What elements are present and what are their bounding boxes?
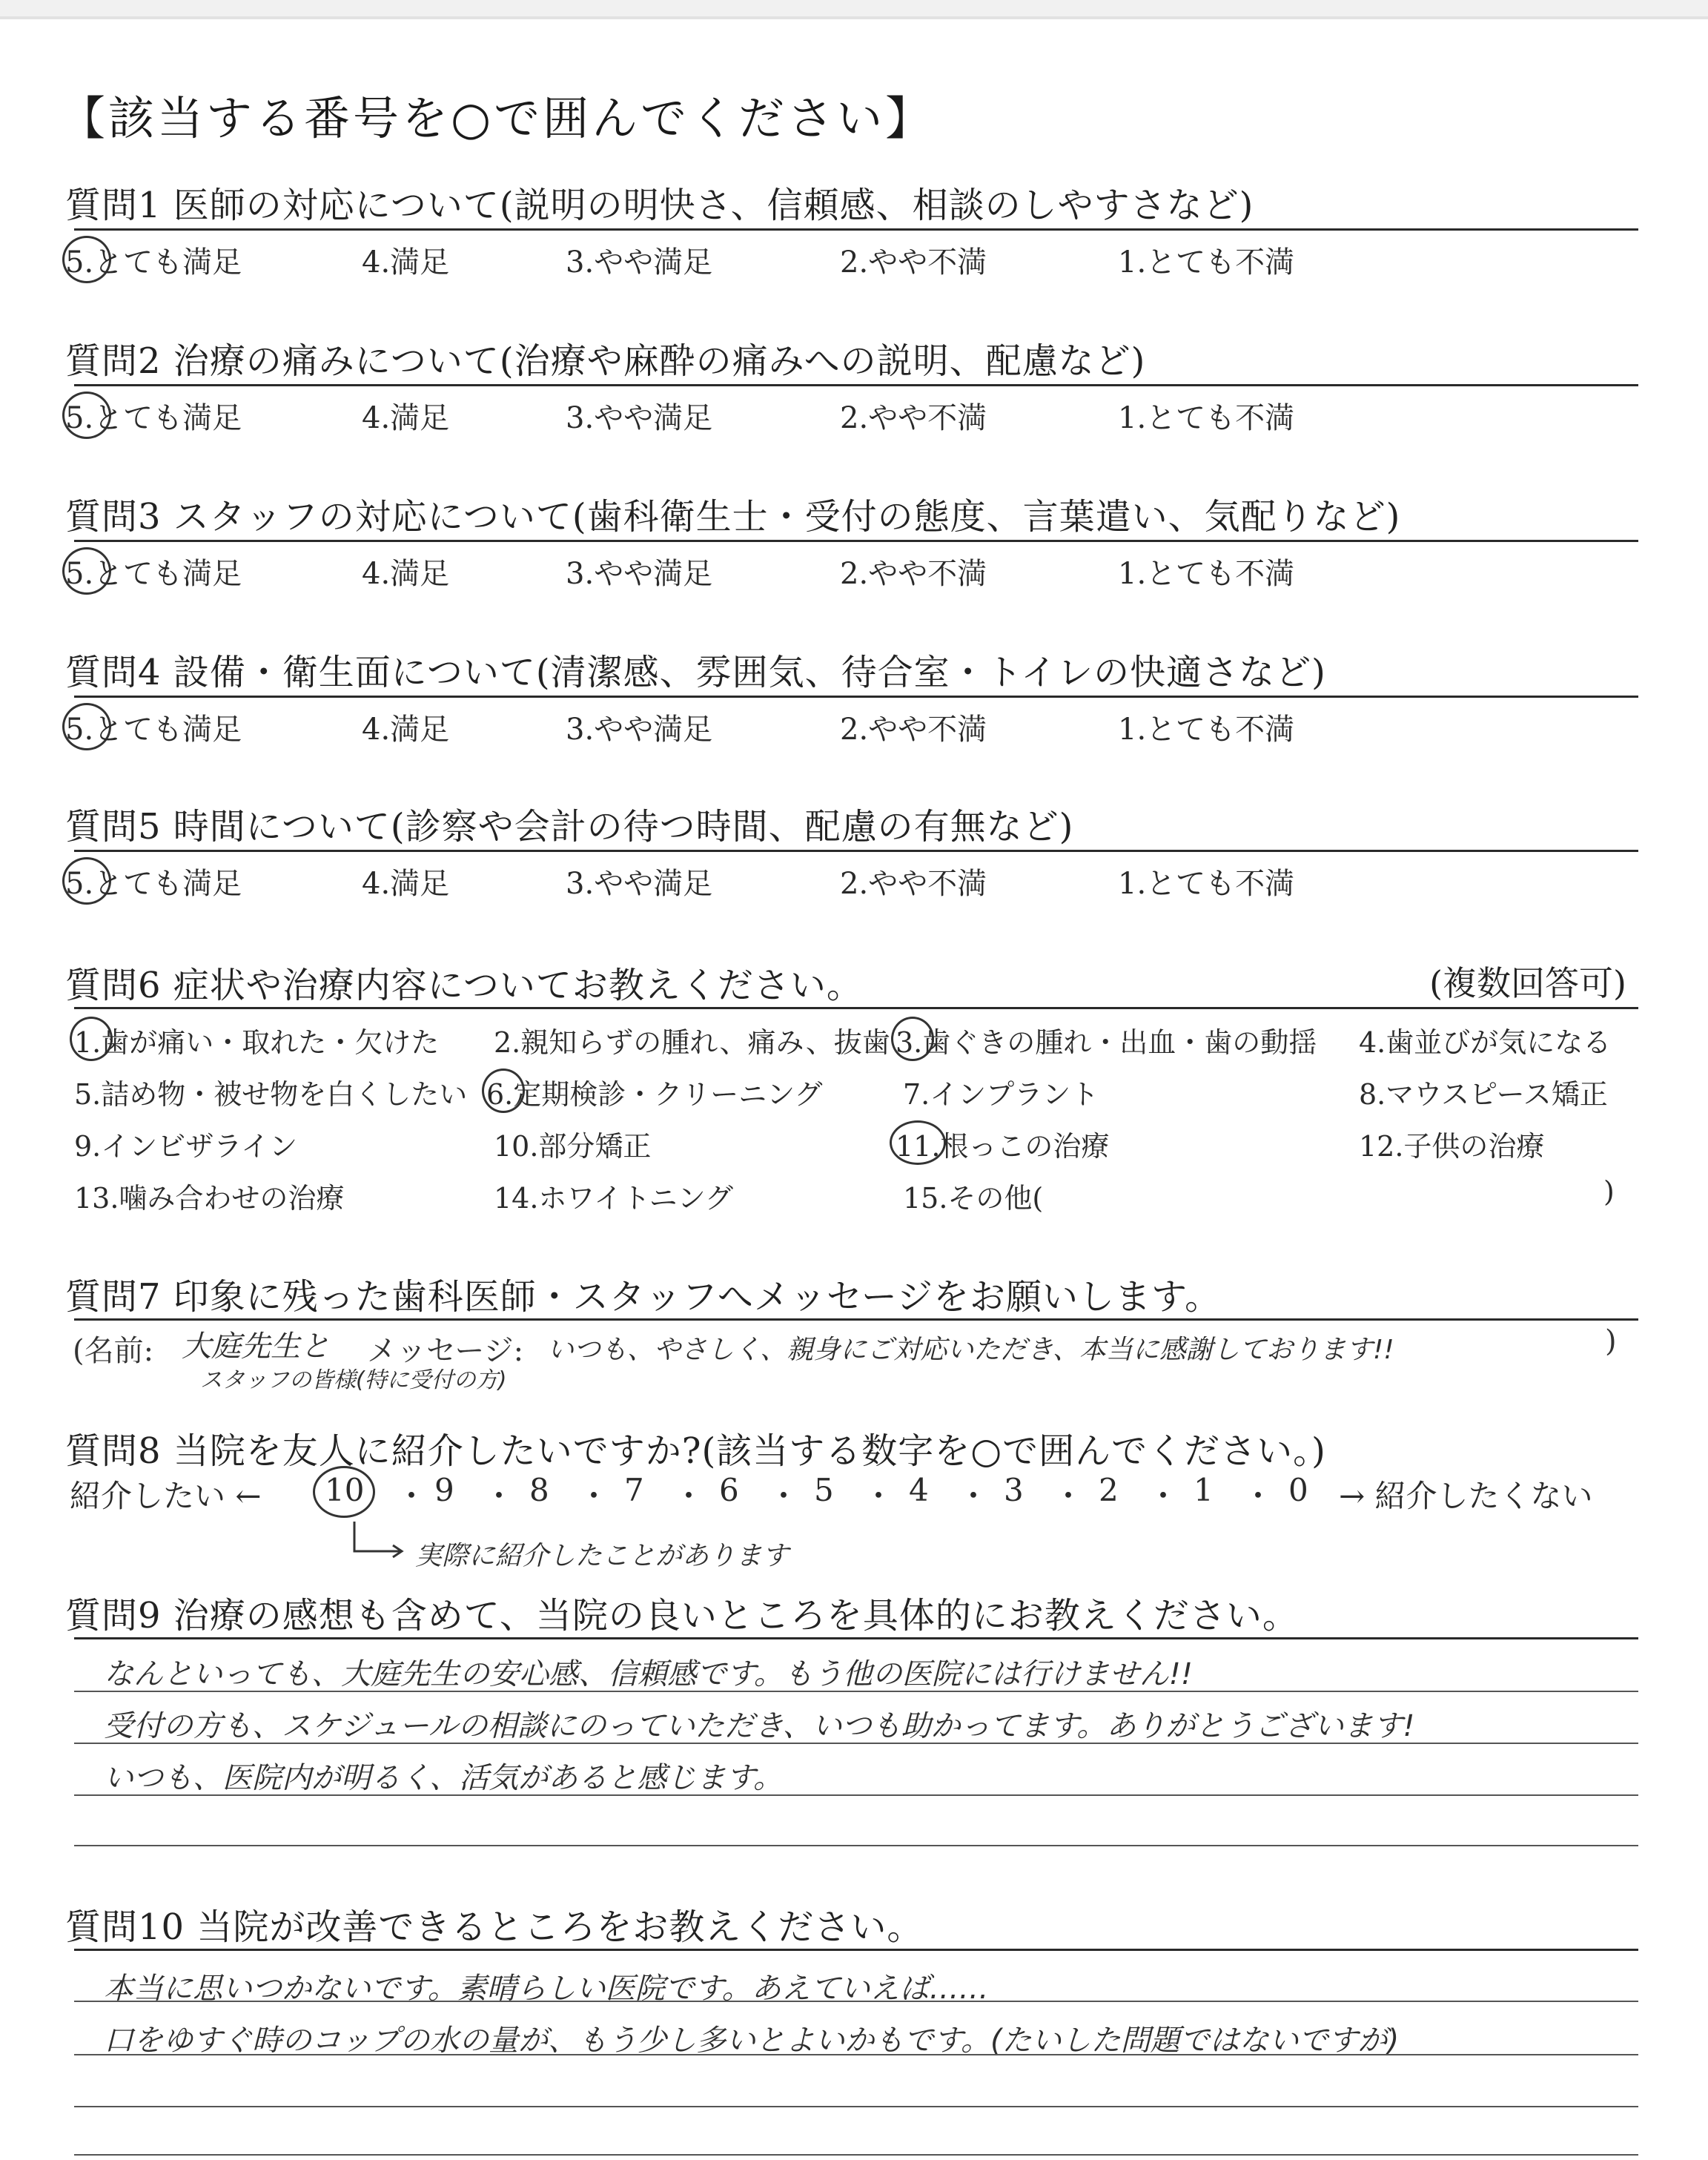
question-7-rule [74, 1318, 1638, 1321]
answer-line [74, 1691, 1638, 1692]
q9-answer-line-1[interactable]: なんといっても、大庭先生の安心感、信頼感です。もう他の医院には行けません!! [104, 1657, 1193, 1691]
q6-option-6[interactable]: 6.定期検診・クリーニング [486, 1078, 823, 1111]
q6-other-close: ) [1603, 1175, 1615, 1208]
question-1-label: 質問1 医師の対応について(説明の明快さ、信頼感、相談のしやすさなど) [65, 185, 1254, 226]
question-2-label: 質問2 治療の痛みについて(治療や麻酔の痛みへの説明、配慮など) [65, 340, 1146, 382]
q6-option-4[interactable]: 4.歯並びが気になる [1359, 1026, 1612, 1059]
q6-option-15[interactable]: 15.その他( [903, 1182, 1044, 1215]
scale-7[interactable]: 7 [624, 1472, 644, 1508]
q10-answer-line-1[interactable]: 本当に思いつかないです。素晴らしい医院です。あえていえば…… [104, 1972, 989, 2006]
scale-left-label: 紹介したい ← [70, 1478, 262, 1514]
rating-option-2[interactable]: 2.やや不満 [840, 245, 987, 280]
scale-dot: ・ [1053, 1478, 1085, 1514]
rating-option-2[interactable]: 2.やや不満 [840, 557, 987, 591]
q6-option-10[interactable]: 10.部分矯正 [494, 1130, 652, 1163]
rating-option-3[interactable]: 3.やや満足 [566, 401, 713, 435]
rating-option-5[interactable]: 5.とても満足 [65, 867, 242, 901]
scale-4[interactable]: 4 [909, 1472, 929, 1508]
question-5-label: 質問5 時間について(診察や会計の待つ時間、配慮の有無など) [65, 806, 1074, 848]
q6-row-3 [65, 1123, 1652, 1168]
q6-option-14[interactable]: 14.ホワイトニング [494, 1182, 734, 1215]
rating-option-4[interactable]: 4.満足 [362, 401, 450, 435]
scale-dot: ・ [1148, 1478, 1179, 1514]
rating-option-1[interactable]: 1.とても不満 [1118, 557, 1295, 591]
rating-option-1[interactable]: 1.とても不満 [1118, 245, 1295, 280]
rating-option-3[interactable]: 3.やや満足 [566, 245, 713, 280]
q6-option-3[interactable]: 3.歯ぐきの腫れ・出血・歯の動揺 [896, 1026, 1317, 1059]
question-10-label: 質問10 当院が改善できるところをお教えください。 [65, 1906, 924, 1948]
q6-row-1 [65, 1020, 1652, 1064]
q10-answer-line-2[interactable]: 口をゆすぐ時のコップの水の量が、もう少し多いとよいかもです。(たいした問題ではないですが) [104, 2024, 1400, 2058]
message-value[interactable]: いつも、やさしく、親身にご対応いただき、本当に感謝しております!! [547, 1335, 1394, 1365]
question-6-label: 質問6 症状や治療内容についてお教えください。 [65, 965, 863, 1006]
scale-5[interactable]: 5 [814, 1472, 834, 1508]
q6-option-11[interactable]: 11.根っこの治療 [896, 1130, 1110, 1163]
name-value[interactable]: 大庭先生と [182, 1330, 330, 1364]
page-title: 【該当する番号を○で囲んでください】 [59, 91, 935, 145]
rating-option-4[interactable]: 4.満足 [362, 867, 450, 901]
q6-option-7[interactable]: 7.インプラント [903, 1078, 1099, 1111]
rating-option-4[interactable]: 4.満足 [362, 245, 450, 280]
rating-option-2[interactable]: 2.やや不満 [840, 401, 987, 435]
rating-option-5[interactable]: 5.とても満足 [65, 401, 242, 435]
rating-option-5[interactable]: 5.とても満足 [65, 713, 242, 747]
scale-dot: ・ [958, 1478, 990, 1514]
scale-3[interactable]: 3 [1004, 1472, 1024, 1508]
rating-option-3[interactable]: 3.やや満足 [566, 557, 713, 591]
referral-scale [65, 1472, 1652, 1516]
rating-option-4[interactable]: 4.満足 [362, 713, 450, 747]
answer-line [74, 1743, 1638, 1744]
question-9-rule [74, 1637, 1638, 1639]
rating-option-3[interactable]: 3.やや満足 [566, 867, 713, 901]
q6-option-9[interactable]: 9.インビザライン [74, 1130, 298, 1163]
question-7-label: 質問7 印象に残った歯科医師・スタッフへメッセージをお願いします。 [65, 1276, 1222, 1318]
scale-2[interactable]: 2 [1099, 1472, 1119, 1508]
q9-answer-line-2[interactable]: 受付の方も、スケジュールの相談にのっていただき、いつも助かってます。ありがとうございます! [104, 1709, 1415, 1743]
question-10-rule [74, 1949, 1638, 1951]
question-4-rule [74, 696, 1638, 698]
scan-top-edge [0, 0, 1708, 19]
scale-dot: ・ [1242, 1478, 1274, 1514]
question-2-rule [74, 384, 1638, 386]
scale-0[interactable]: 0 [1288, 1472, 1308, 1508]
referral-note[interactable]: 実際に紹介したことがあります [415, 1541, 790, 1571]
scale-9[interactable]: 9 [434, 1472, 454, 1508]
q6-option-12[interactable]: 12.子供の治療 [1359, 1130, 1545, 1163]
question-6-rule [74, 1007, 1638, 1009]
scale-dot: ・ [578, 1478, 610, 1514]
scale-1[interactable]: 1 [1194, 1472, 1214, 1508]
rating-option-1[interactable]: 1.とても不満 [1118, 401, 1295, 435]
rating-option-3[interactable]: 3.やや満足 [566, 713, 713, 747]
answer-line [74, 1845, 1638, 1846]
scale-dot: ・ [396, 1478, 428, 1514]
name-label: (名前: [73, 1334, 154, 1368]
question-9-label: 質問9 治療の感想も含めて、当院の良いところを具体的にお教えください。 [65, 1595, 1299, 1636]
answer-line [74, 2106, 1638, 2107]
question-4-label: 質問4 設備・衛生面について(清潔感、雰囲気、待合室・トイレの快適さなど) [65, 652, 1326, 693]
question-2-options [65, 394, 1652, 439]
q6-option-13[interactable]: 13.噛み合わせの治療 [74, 1182, 345, 1215]
question-3-rule [74, 540, 1638, 542]
scale-6[interactable]: 6 [719, 1472, 739, 1508]
multiple-answer-note: (複数回答可) [1429, 963, 1626, 1003]
rating-option-5[interactable]: 5.とても満足 [65, 245, 242, 280]
question-5-rule [74, 850, 1638, 852]
q6-option-5[interactable]: 5.詰め物・被せ物を白くしたい [74, 1078, 468, 1111]
q6-option-1[interactable]: 1.歯が痛い・取れた・欠けた [74, 1026, 440, 1059]
question-5-options [65, 860, 1652, 905]
scale-dot: ・ [863, 1478, 895, 1514]
rating-option-1[interactable]: 1.とても不満 [1118, 713, 1295, 747]
q6-option-8[interactable]: 8.マウスピース矯正 [1359, 1078, 1608, 1111]
answer-line [74, 2054, 1638, 2055]
answer-line [74, 2001, 1638, 2002]
scale-dot: ・ [673, 1478, 705, 1514]
question-3-options [65, 550, 1652, 595]
question-8-label: 質問8 当院を友人に紹介したいですか?(該当する数字を○で囲んでください。) [65, 1430, 1326, 1472]
q6-option-2[interactable]: 2.親知らずの腫れ、痛み、抜歯 [494, 1026, 890, 1059]
message-close: ) [1605, 1324, 1617, 1358]
question-4-options [65, 706, 1652, 750]
scale-10[interactable]: 10 [325, 1472, 365, 1508]
scale-right-label: → 紹介したくない [1339, 1478, 1593, 1514]
note-arrow-icon [348, 1520, 408, 1565]
question-1-options [65, 239, 1652, 283]
scale-dot: ・ [483, 1478, 515, 1514]
message-label: メッセージ: [367, 1334, 524, 1368]
rating-option-5[interactable]: 5.とても満足 [65, 557, 242, 591]
question-1-rule [74, 228, 1638, 231]
question-3-label: 質問3 スタッフの対応について(歯科衛生士・受付の態度、言葉遣い、気配りなど) [65, 496, 1401, 538]
rating-option-1[interactable]: 1.とても不満 [1118, 867, 1295, 901]
q6-row-4 [65, 1175, 1652, 1220]
q9-answer-line-3[interactable]: いつも、医院内が明るく、活気があると感じます。 [104, 1761, 783, 1795]
q6-row-2 [65, 1071, 1652, 1116]
scale-8[interactable]: 8 [529, 1472, 549, 1508]
rating-option-2[interactable]: 2.やや不満 [840, 867, 987, 901]
rating-option-4[interactable]: 4.満足 [362, 557, 450, 591]
scale-dot: ・ [768, 1478, 800, 1514]
answer-line [74, 1794, 1638, 1796]
name-value-2[interactable]: スタッフの皆様(特に受付の方) [200, 1367, 507, 1393]
rating-option-2[interactable]: 2.やや不満 [840, 713, 987, 747]
answer-line [74, 2154, 1638, 2156]
